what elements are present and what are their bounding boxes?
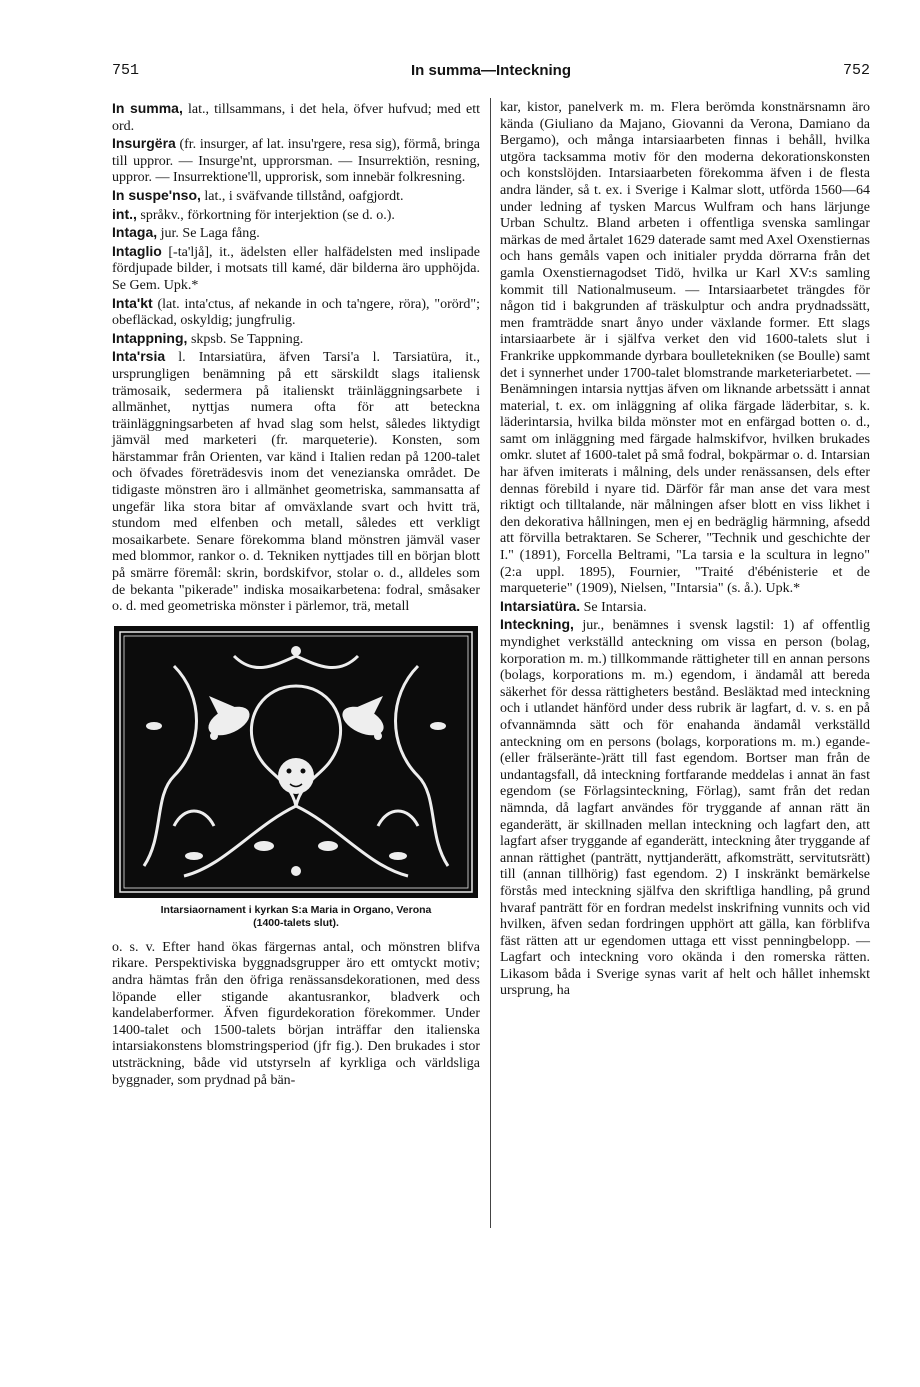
- figure-caption: [112, 904, 480, 930]
- running-title: In summa—Inteckning: [410, 62, 572, 79]
- entry-text: (fr. insurger, af lat. insu'rgere, resa sig), förmå, bringa till uppror. — Insurge'nt, upprorsman. — Insurrektiön, resning, uppror. — Insurrektione'll, upprorisk, som innebär folkresning.: [112, 137, 480, 186]
- entry-text: [-ta'ljå], it., ädelsten eller halfädelsten med inslipade fördjupade bilder, i motsats till kamé, där bilderna äro upphöjda. Se Gem. Upk.*: [112, 244, 480, 293]
- entry-intarsiatura: [500, 598, 870, 617]
- entry-text: språkv., förkortning för interjektion (se d. o.).: [136, 207, 395, 223]
- left-column: [112, 100, 480, 1089]
- headword: int.,: [112, 205, 137, 222]
- page-number-left: 751: [112, 62, 140, 79]
- entry-text: lat., i sväfvande tillstånd, oafgjordt.: [200, 188, 404, 204]
- intarsia-ornament-figure: [112, 626, 480, 898]
- headword: Inteckning,: [500, 616, 574, 633]
- entry-in-suspenso: [112, 187, 480, 206]
- headword: Intaglio: [112, 242, 162, 259]
- intarsia-continuation-right: kar, kistor, panelverk m. m. Flera berömda konstnärsnamn äro kända (Giuliano da Majano, Giovanni da Verona, Damiano da Bergamo), och många intarsiaarbeten finnas i behåll, hvilka utgöra tacksamma motiv för den moderna dekorationskonsten och konstslöjden. Intarsiaarbeten förekomma äfven i de flesta andra länder, så t. ex. i Sverige i Kalmar slott, utförda 1560—64 under ledning af tysken Marcus Wulfram och hans lärjunge Urban Schultz. Bland arbeten i offentliga svenska samlingar märkas de med årtalet 1629 daterade samt med Axel Oxenstiernas och hans gemåls vapen och initialer prydda dörrarna från det gamla Oxenstiernagodset Tidö, hvilka ur Karl XV:s samling kommit till Nationalmuseum. — Intarsiaarbetet trängdes för någon tid i bakgrunden af träskulptur och andra prydnadssätt, men framträdde snart ånyo under växlande former. Ett slags intarsiaarbete är i själfva verket den vid 1600-talets slut i Frankrike uppkommande dyrbara boulletekniken (se Boulle) samt det i synnerhet under 1700-talet blomstrande marketeriarbetet. — Benämningen intarsia nyttjas äfven om liknande arbetssätt i annat material, t. ex. om inläggning af olika färgade läderbitar, s. k. läderintarsia, hvilka bilda mönster mot en enfärgad botten o. d., samt om inläggning med färgade halmskifvor, hvilken brukades omkr. slutet af 1600-talet på små fodral, bokpärmar o. d. Intarsian har äfven imiterats i målning, dels under renässansen, dels efter dennas förebild i nyare tid. Därför får man anse det vara mest riktigt och tilltalande, när målningen afser blott en viss likhet i den dekorativa hållningen, men ej en bedräglig härmning, afsedd att förvilla betraktaren. Se Scherer, "Technik und geschichte der I." (1891), Forcella Beltrami, "La tarsia e la scultura in legno" (2:a uppl. 1895), Fournier, "Traité d'ébénisterie et de marqueterie" (1909), Nielsen, "Intarsia" (s. å.). Upk.*: [500, 100, 870, 597]
- entry-text: l. Intarsiatüra, äfven Tarsi'a l. Tarsiatüra, it., ursprungligen benämning på ett särskildt slags italiensk trämosaik, sedermera på italienskt träinläggningsarbete i allmänhet, nyttjas numera ofta för att beteckna träinläggningsarbeten af hvad slag som helst, således liktydigt jämväl med marketeri (fr. marqueterie). Konsten, som härstammar från Orienten, var känd i Italien redan på 1200-talet och öfvades företrädesvis inom det venezianska området. De tidigaste mönstren äro i allmänhet geometriska, sammansatta af ungefär lika stora bitar af omväxlande svart och hvitt trä, stundom med elfenben och metall, således ett verkligt mosaikarbete. Senare förekomma bland mönstren jämväl vaser med blommor, rankor o. d. Tekniken nyttjades till en början blott på smärre föremål: skrin, bordskifvor, stolar o. d., alldeles som de bekanta "pikerade" indiska mosaikarbetena: fodral, småsaker o. d. med geometriska mönster i pärlemor, trä, metall: [112, 350, 480, 615]
- right-column: [500, 100, 870, 1000]
- page-number-right: 752: [842, 62, 870, 79]
- entry-intappning: [112, 330, 480, 349]
- entry-in-summa: [112, 100, 480, 135]
- headword: Intappning,: [112, 329, 188, 346]
- entry-inteckning: [500, 616, 870, 1000]
- page-header: [112, 62, 870, 86]
- headword: Insurgëra: [112, 135, 176, 152]
- entry-intarsia: [112, 348, 480, 616]
- entry-text: skpsb. Se Tappning.: [187, 331, 304, 347]
- entry-text: Se Intarsia.: [580, 599, 647, 615]
- intarsia-ornament-image: [114, 626, 478, 898]
- entry-intaglio: [112, 243, 480, 295]
- headword: Intarsiatüra.: [500, 597, 581, 614]
- entry-text: jur., benämnes i svensk lagstil: 1) af offentlig myndighet verkställd anteckning om vissa en person (bolag, korporation m. m.) tillkommande rättigheter till en annan persons (bolags, korporations m. m.) egendom, i ändamål att bereda säkerhet för dessa rättigheters bestånd. Besläktad med inteckning och i utlandet hänförd under dess rubrik är lagfart, d. v. s. en på ofvannämnda sätt och för enahanda ändamål verkställd anteckning om en persons (bolags, korporations m. m.) egande-(eller frälseränte-)rätt till fast egendom. Bortser man från de undantagsfall, då inteckning fortfarande meddelas i annat än fast egendom (se Förlagsinteckning, Förlag), samt från det redan nämnda, då lagfart användes för tryggande af annan rätt än eganderätt, är skillnaden mellan inteckning och lagfart den, att lagfart afser tryggande af eganderätt, inteckning åter tryggande af annan rättighet (panträtt, nyttjanderätt, afkomsträtt, servitutsrätt) till (annan tillhörig) fast egendom. 2) I inskränkt bemärkelse förstås med inteckning själfva den skriftliga handling, på grund hvaraf panträtt för en fordran medelst inskrifning vunnits och vid hvilken, äfven sedan fordringen upphört att gälla, kan förblifva fäst rätten att ur egendomen uttaga ett visst penningbelopp. — Lagfart och inteckning voro okända i den romerska rätten. Likasom båda i Sverige synas varit af helt och hållet inhemskt ursprung, ha: [500, 618, 870, 999]
- headword: In summa,: [112, 100, 183, 116]
- column-divider: [490, 98, 491, 1228]
- headword: Inta'rsia: [112, 348, 166, 365]
- headword: Inta'kt: [112, 294, 153, 311]
- intarsia-continuation: o. s. v. Efter hand ökas färgernas antal, och mönstren blifva rikare. Perspektiviska byggnadsgrupper äro ett omtyckt motiv; andra hämtas från den öfriga renässansdekorationen, med dess löpande eller stigande akantusrankor, bladverk och kandelaberformer. Äfven figurdekoration förekommer. Under 1400-talet och 1500-talets början inträffar den italienska intarsiakonstens blomstringsperiod (jfr fig.). Den brukades i stor utsträckning, både vid utstyrseln af kyrkliga och världsliga byggnader, som prydnad på bän-: [112, 939, 480, 1088]
- headword: Intaga,: [112, 224, 158, 241]
- entry-text: lat., tillsammans, i det hela, öfver hufvud; med ett ord.: [112, 102, 480, 134]
- entry-insurgera: [112, 135, 480, 187]
- entry-text: (lat. inta'ctus, af nekande in och ta'ngere, röra), "orörd"; obefläckad, oskyldig; jungfrulig.: [112, 296, 480, 329]
- entry-intakt: [112, 295, 480, 330]
- entry-int: [112, 206, 480, 225]
- headword: In suspe'nso,: [112, 186, 201, 203]
- entry-intaga: [112, 224, 480, 243]
- figure-caption-line: Intarsiaornament i kyrkan S:a Maria in Organo, Verona: [160, 903, 432, 916]
- figure-caption-line: (1400-talets slut).: [253, 916, 339, 929]
- entry-text: jur. Se Laga fång.: [157, 226, 260, 242]
